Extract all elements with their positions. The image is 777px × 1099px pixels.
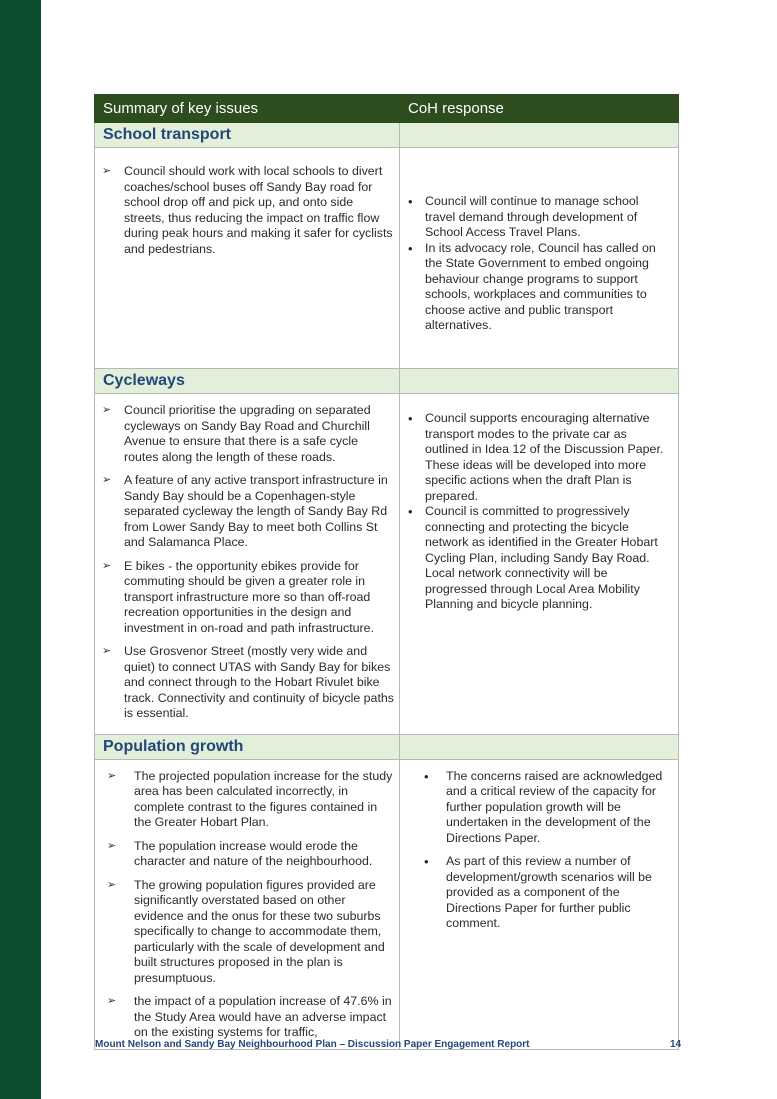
response-item: • Council is committed to progressively connecting and protecting the bicycle network as identified in the Greater Hobart Cycling Plan, including Sandy Bay Road. Local network connectivity will be progressed through Local Area Mobility Planning and bicycle planning. [400,504,670,613]
issue-item: ➢ The population increase would erode the character and nature of the neighbourhood. [99,839,395,870]
issues-cell [95,394,400,735]
table-row [95,759,679,1049]
section-title: Cycleways [103,372,185,389]
issue-item: ➢ E bikes - the opportunity ebikes provide for commuting should be given a greater role in transport infrastructure more so than off-road recreation opportunities in the design and investment in on-road and path infrastructure. [99,559,395,637]
section-row-school-transport [95,123,679,148]
response-item: • Council will continue to manage school travel demand through development of School Access Travel Plans. [400,194,670,241]
table-row [95,394,679,735]
page-number: 14 [670,1039,682,1050]
table-row [95,148,679,369]
section-row-cycleways [95,369,679,394]
response-item: • Council supports encouraging alternative transport modes to the private car as outlined in Idea 12 of the Discussion Paper. These ideas will be developed into more specific actions when the draft Plan is prepared. [400,411,670,504]
issue-item: ➢ The growing population figures provided are significantly overstated based on other evidence and the onus for these two suburbs specifically to change to accommodate them, particularly with the scale of development and built structures proposed in the plan is presumptuous. [99,878,395,987]
issue-item: ➢ Council prioritise the upgrading on separated cycleways on Sandy Bay Road and Churchill Avenue to ensure that there is a safe cycle routes along the length of these roads. [99,403,395,465]
section-title: Population growth [103,737,244,755]
issues-cell [95,759,400,1049]
response-cell [400,394,679,735]
issue-item: ➢ the impact of a population increase of 47.6% in the Study Area would have an adverse impact on the existing systems for traffic, [99,994,395,1041]
footer-report-title: Mount Nelson and Sandy Bay Neighbourhood Plan – Discussion Paper Engagement Report [95,1039,530,1050]
response-item: • The concerns raised are acknowledged and a critical review of the capacity for further population growth will be undertaken in the development of the Directions Paper. [400,769,670,847]
issue-item: ➢ The projected population increase for the study area has been calculated incorrectly, in complete contrast to the figures contained in the Greater Hobart Plan. [99,769,395,831]
issue-item: ➢ Use Grosvenor Street (mostly very wide and quiet) to connect UTAS with Sandy Bay for bikes and connect through to the Hobart Rivulet bike track. Connectivity and continuity of bicycle paths is essential. [99,644,395,722]
header-coh-response: CoH response [400,95,679,123]
issue-item: ➢ A feature of any active transport infrastructure in Sandy Bay should be a Copenhagen-style separated cycleway the length of Sandy Bay Rd from Lower Sandy Bay to meet both Collins St and Salamanca Place. [99,473,395,551]
side-color-band [0,0,41,1099]
response-cell [400,148,679,369]
section-row-population-growth [95,734,679,759]
section-title: School transport [103,126,232,143]
table-header-row [95,95,679,123]
key-issues-table [94,94,682,1050]
response-item: • In its advocacy role, Council has called on the State Government to embed ongoing behaviour change programs to support schools, workplaces and communities to choose active and public transport alternatives. [400,241,670,334]
issue-item: ➢ Council should work with local schools to divert coaches/school buses off Sandy Bay road for school drop off and pick up, and onto side streets, thus reducing the impact on traffic flow during peak hours and making it safer for cyclists and pedestrians. [99,164,395,257]
header-summary-of-key-issues: Summary of key issues [95,95,400,123]
issues-cell [95,148,400,369]
response-cell [400,759,682,1050]
response-item: • As part of this review a number of development/growth scenarios will be provided as a component of the Directions Paper for further public comment. [400,854,670,932]
